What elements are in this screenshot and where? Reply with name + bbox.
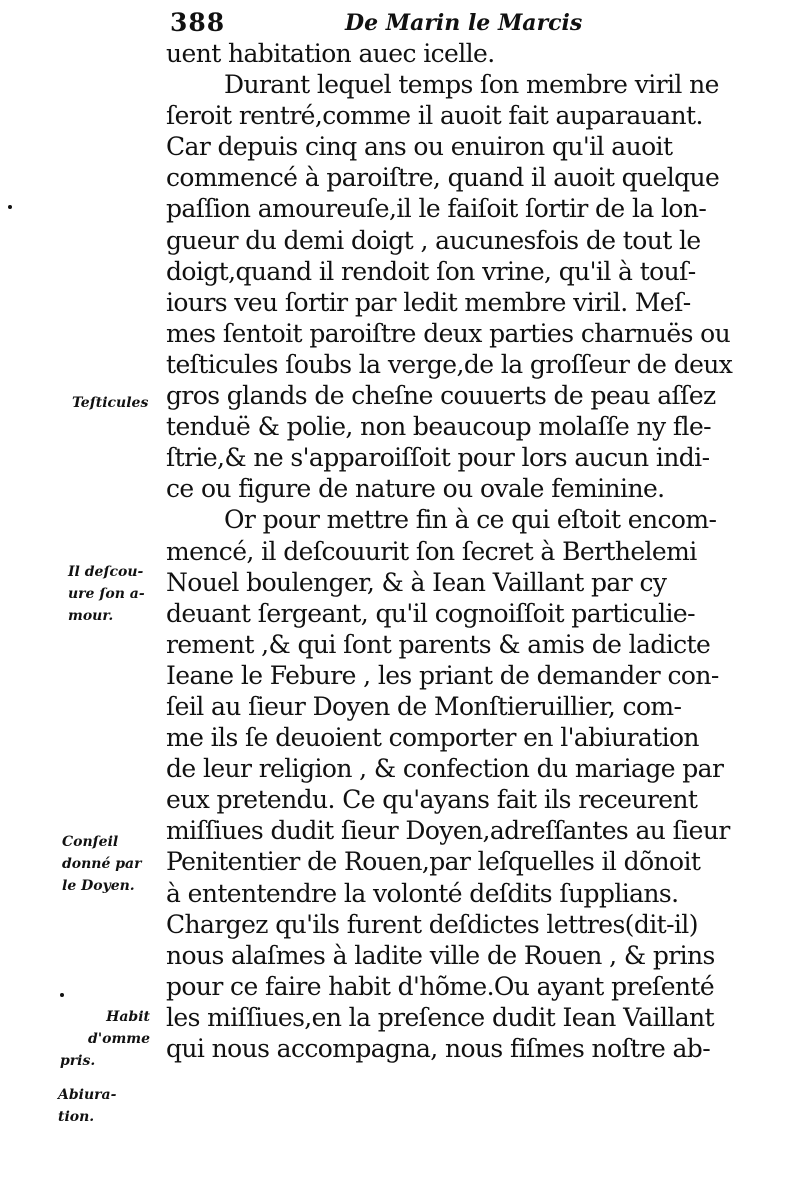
text-line: pour ce faire habit d'hõme.Ou ayant preſenté	[166, 971, 715, 1001]
text-line: miſſiues dudit ſieur Doyen,adreſſantes au ſieur	[166, 816, 730, 846]
margin-note-line: tion.	[58, 1109, 95, 1125]
margin-note-line: Habit	[106, 1009, 150, 1025]
text-line: me ils ſe deuoient comporter en l'abiuration	[166, 723, 699, 753]
text-line: uent habitation auec icelle.	[166, 39, 495, 68]
running-head: De Marin le Marcis	[345, 10, 583, 36]
text-line: tenduë & polie, non beaucoup molaſſe ny fle-	[166, 412, 711, 442]
margin-note-conseil	[62, 831, 142, 897]
margin-note-line: pris.	[60, 1053, 96, 1069]
text-line: eux pretendu. Ce qu'ayans fait ils receurent	[166, 785, 698, 815]
text-line: iours veu ſortir par ledit membre viril. Meſ-	[166, 287, 691, 317]
text-line: Chargez qu'ils furent deſdictes lettres(dit-il)	[166, 909, 698, 939]
margin-note-line: Abiura-	[58, 1087, 117, 1103]
body-text	[166, 38, 746, 1064]
text-line: Or pour mettre fin à ce qui eſtoit encom-	[224, 505, 717, 535]
text-line: mes ſentoit paroiſtre deux parties charnuës ou	[166, 318, 731, 348]
text-line: doigt,quand il rendoit ſon vrine, qu'il à touſ-	[166, 256, 696, 286]
margin-note-line: Il deſcou-	[68, 564, 144, 580]
margin-note-line: Conſeil	[62, 834, 119, 850]
text-line: paſſion amoureuſe,il le faiſoit ſortir de la lon-	[166, 194, 707, 224]
text-line: ſeroit rentré,comme il auoit fait auparauant.	[166, 101, 703, 131]
text-line: deuant ſergeant, qu'il cognoiſſoit particulie-	[166, 598, 695, 628]
margin-note-abiuration	[58, 1084, 116, 1128]
page-number: 388	[170, 8, 226, 37]
margin-note-line: donné par	[62, 856, 142, 872]
margin-note-line: mour.	[68, 608, 114, 624]
margin-note-testicules	[72, 392, 148, 414]
text-line: Penitentier de Rouen,par leſquelles il dõnoit	[166, 847, 701, 877]
text-line: Car depuis cinq ans ou enuiron qu'il auoit	[166, 132, 673, 162]
text-line: rement ,& qui ſont parents & amis de ladicte	[166, 629, 711, 659]
text-line: à ententendre la volonté deſdits ſupplians.	[166, 878, 679, 908]
page-header	[170, 8, 583, 37]
margin-notes	[0, 0, 160, 1180]
text-line: de leur religion , & confection du mariage par	[166, 754, 724, 784]
text-line: commencé à paroiſtre, quand il auoit quelque	[166, 163, 720, 193]
margin-note-line: d'omme	[88, 1031, 150, 1047]
text-line: nous alaſmes à ladite ville de Rouen , & prins	[166, 940, 715, 970]
text-line: teſticules ſoubs la verge,de la groſſeur de deux	[166, 349, 733, 379]
text-line: ſeil au ſieur Doyen de Monſtieruillier, com-	[166, 691, 682, 721]
text-line: Nouel boulenger, & à Iean Vaillant par cy	[166, 567, 667, 597]
text-line: les miſſiues,en la preſence dudit Iean Vaillant	[166, 1002, 714, 1032]
margin-note-line: Teſticules	[72, 395, 149, 411]
ink-speck	[8, 205, 12, 209]
text-line: Durant lequel temps ſon membre viril ne	[224, 70, 719, 100]
text-line: gros glands de cheſne couuerts de peau aſſez	[166, 381, 716, 411]
text-line: ſtrie,& ne s'apparoiſſoit pour lors aucun indi-	[166, 443, 710, 473]
text-line: qui nous accompagna, nous fiſmes noſtre ab-	[166, 1034, 711, 1063]
margin-note-habit	[60, 1006, 150, 1072]
margin-note-line: le Doyen.	[62, 878, 135, 894]
text-line: mencé, il deſcouurit ſon ſecret à Berthelemi	[166, 536, 697, 566]
text-line: gueur du demi doigt , aucunesfois de tout le	[166, 225, 701, 255]
margin-note-line: ure ſon a-	[68, 586, 145, 602]
text-line: Ieane le Febure , les priant de demander con-	[166, 660, 719, 690]
margin-note-descouure	[68, 561, 145, 627]
ink-speck	[60, 993, 64, 997]
text-line: ce ou figure de nature ou ovale feminine.	[166, 474, 665, 504]
